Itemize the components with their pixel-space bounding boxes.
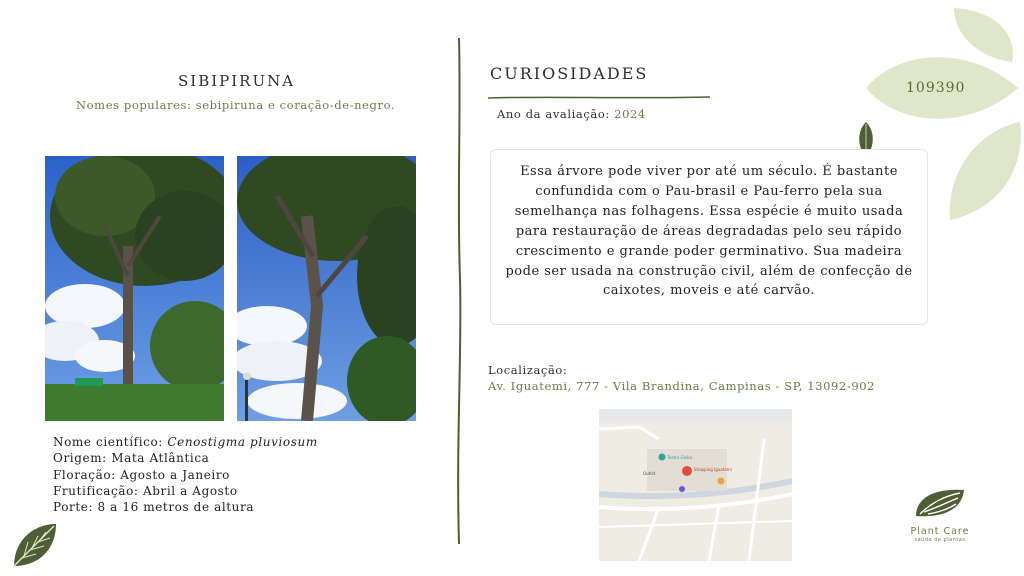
tree-photo-1 — [45, 156, 224, 421]
svg-text:Outlet: Outlet — [643, 471, 656, 476]
plant-care-logo — [900, 486, 980, 543]
scientific-name-label: Nome científico: — [53, 435, 163, 449]
evaluation-year-value: 2024 — [614, 107, 646, 121]
scientific-name-row — [53, 434, 318, 450]
tree-photo-2 — [237, 156, 416, 421]
vertical-divider — [448, 38, 470, 548]
fruiting-row: Frutificação: Abril a Agosto — [53, 483, 238, 498]
location-address: Av. Iguatemi, 777 - Vila Brandina, Campinas - SP, 13092-902 — [488, 379, 876, 393]
svg-text:Shopping Iguatemi: Shopping Iguatemi — [694, 467, 732, 472]
evaluation-year-label: Ano da avaliação: — [497, 107, 610, 121]
leaf-icon — [8, 520, 60, 574]
svg-text:Teatro Globo: Teatro Globo — [667, 455, 693, 460]
logo-leaf-icon — [910, 486, 970, 520]
popular-names: Nomes populares: sebipiruna e coração-de-negro. — [76, 98, 396, 112]
location-label: Localização: — [488, 363, 568, 377]
page-title: SIBIPIRUNA — [178, 72, 296, 90]
plant-id-number: 109390 — [906, 80, 966, 96]
scientific-name-value: Cenostigma pluviosum — [167, 435, 318, 449]
logo-tagline: saúde de plantas — [914, 537, 966, 543]
logo-name: Plant Care — [910, 526, 970, 537]
curiosity-text-box: Essa árvore pode viver por até um século. É bastante confundida com o Pau-brasil e Pau-ferro pela sua semelhança nas folhagens. Essa espécie é muito usada para restauração de áreas degradadas pelo seu rápido crescimento e grande poder germinativo. Sua madeira pode ser usada na construção civil, além de confecção de caixotes, moveis e até carvão. — [490, 149, 928, 325]
evaluation-year — [497, 107, 646, 121]
size-row: Porte: 8 a 16 metros de altura — [53, 500, 255, 515]
origin-row: Origem: Mata Atlântica — [53, 451, 210, 466]
title-underline — [488, 86, 712, 105]
plant-facts — [53, 434, 318, 515]
location-map[interactable] — [599, 409, 792, 561]
section-title: CURIOSIDADES — [490, 64, 649, 83]
flowering-row: Floração: Agosto a Janeiro — [53, 467, 230, 482]
